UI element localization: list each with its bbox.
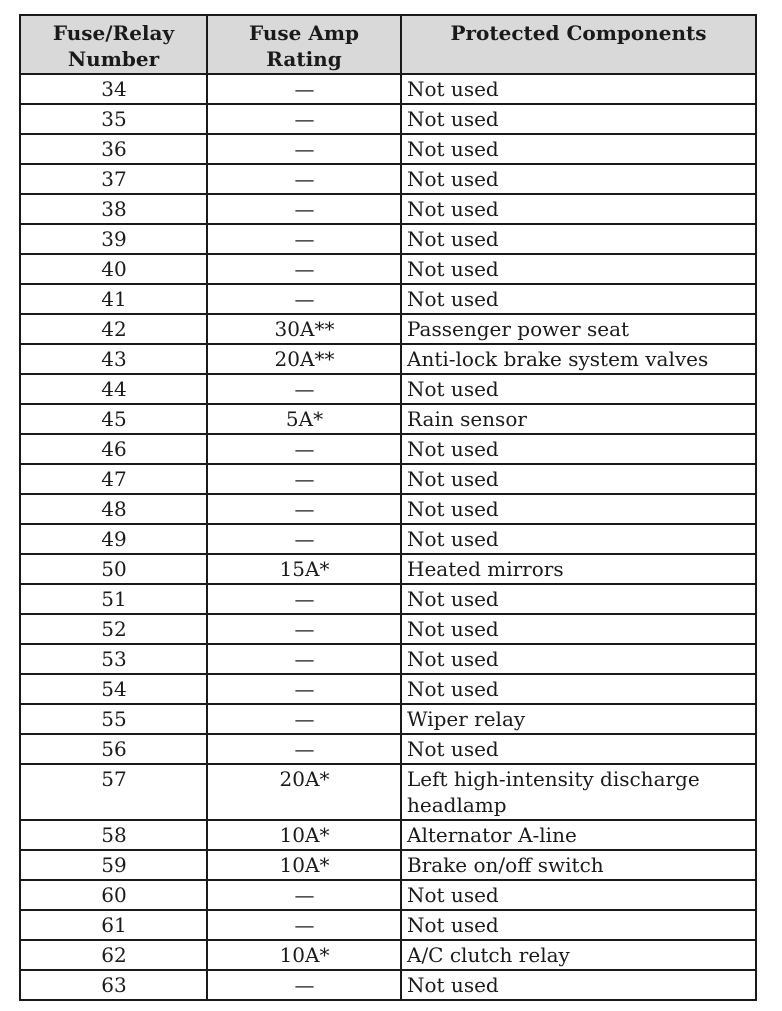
protected-component-cell: Not used [401, 374, 756, 404]
fuse-number-cell: 58 [20, 820, 207, 850]
protected-component-cell: Not used [401, 584, 756, 614]
fuse-number-cell: 55 [20, 704, 207, 734]
fuse-number-cell: 62 [20, 940, 207, 970]
amp-rating-cell: — [207, 644, 401, 674]
fuse-number-cell: 56 [20, 734, 207, 764]
amp-rating-cell: — [207, 134, 401, 164]
protected-component-cell: Heated mirrors [401, 554, 756, 584]
header-fuse-relay-number [20, 15, 207, 74]
fuse-number-cell: 49 [20, 524, 207, 554]
protected-component-cell: Not used [401, 134, 756, 164]
table-row [20, 404, 756, 434]
protected-component-cell: Anti-lock brake system valves [401, 344, 756, 374]
fuse-number-cell: 45 [20, 404, 207, 434]
table-row [20, 374, 756, 404]
table-row [20, 254, 756, 284]
amp-rating-cell: — [207, 970, 401, 1000]
protected-component-cell: A/C clutch relay [401, 940, 756, 970]
amp-rating-cell: — [207, 734, 401, 764]
protected-component-cell: Not used [401, 104, 756, 134]
table-row [20, 104, 756, 134]
fuse-number-cell: 53 [20, 644, 207, 674]
table-body [20, 74, 756, 1000]
table-row [20, 820, 756, 850]
fuse-number-cell: 34 [20, 74, 207, 104]
fuse-table [19, 14, 757, 1001]
table-row [20, 554, 756, 584]
amp-rating-cell: — [207, 464, 401, 494]
amp-rating-cell: — [207, 284, 401, 314]
fuse-number-cell: 61 [20, 910, 207, 940]
amp-rating-cell: — [207, 194, 401, 224]
fuse-number-cell: 51 [20, 584, 207, 614]
protected-component-cell: Not used [401, 614, 756, 644]
protected-component-cell: Wiper relay [401, 704, 756, 734]
fuse-number-cell: 43 [20, 344, 207, 374]
protected-component-cell: Not used [401, 164, 756, 194]
fuse-number-cell: 59 [20, 850, 207, 880]
fuse-number-cell: 35 [20, 104, 207, 134]
fuse-number-cell: 57 [20, 764, 207, 820]
fuse-number-cell: 63 [20, 970, 207, 1000]
header-fuse-relay-line1: Fuse/Relay [52, 21, 175, 45]
table-row [20, 614, 756, 644]
amp-rating-cell: — [207, 674, 401, 704]
protected-component-cell: Rain sensor [401, 404, 756, 434]
table-row [20, 524, 756, 554]
table-row [20, 74, 756, 104]
amp-rating-cell: 10A* [207, 820, 401, 850]
fuse-number-cell: 44 [20, 374, 207, 404]
fuse-number-cell: 50 [20, 554, 207, 584]
table-row [20, 464, 756, 494]
header-row [20, 15, 756, 74]
protected-component-cell: Not used [401, 74, 756, 104]
table-row [20, 704, 756, 734]
amp-rating-cell: — [207, 584, 401, 614]
fuse-number-cell: 39 [20, 224, 207, 254]
protected-component-cell: Not used [401, 674, 756, 704]
fuse-number-cell: 38 [20, 194, 207, 224]
protected-component-cell: Passenger power seat [401, 314, 756, 344]
amp-rating-cell: — [207, 704, 401, 734]
fuse-number-cell: 48 [20, 494, 207, 524]
protected-component-cell: Not used [401, 910, 756, 940]
table-row [20, 494, 756, 524]
header-fuse-amp-line1: Fuse Amp [249, 21, 359, 45]
fuse-number-cell: 54 [20, 674, 207, 704]
table-header [20, 15, 756, 74]
header-fuse-amp-line2: Rating [266, 47, 342, 71]
amp-rating-cell: 20A** [207, 344, 401, 374]
protected-component-cell: Not used [401, 194, 756, 224]
table-row [20, 164, 756, 194]
table-row [20, 314, 756, 344]
fuse-number-cell: 36 [20, 134, 207, 164]
protected-component-cell: Not used [401, 224, 756, 254]
header-fuse-amp-rating [207, 15, 401, 74]
header-fuse-relay-line2: Number [67, 47, 160, 71]
table-row [20, 584, 756, 614]
table-row [20, 134, 756, 164]
amp-rating-cell: — [207, 910, 401, 940]
amp-rating-cell: — [207, 374, 401, 404]
fuse-number-cell: 52 [20, 614, 207, 644]
table-row [20, 910, 756, 940]
protected-component-cell: Not used [401, 284, 756, 314]
protected-component-cell: Left high-intensity discharge headlamp [401, 764, 756, 820]
table-row [20, 224, 756, 254]
amp-rating-cell: — [207, 224, 401, 254]
protected-component-cell: Brake on/off switch [401, 850, 756, 880]
amp-rating-cell: — [207, 614, 401, 644]
table-row [20, 674, 756, 704]
amp-rating-cell: 20A* [207, 764, 401, 820]
table-row [20, 194, 756, 224]
amp-rating-cell: — [207, 104, 401, 134]
protected-component-cell: Not used [401, 524, 756, 554]
fuse-number-cell: 47 [20, 464, 207, 494]
protected-component-cell: Alternator A-line [401, 820, 756, 850]
fuse-number-cell: 40 [20, 254, 207, 284]
fuse-number-cell: 42 [20, 314, 207, 344]
amp-rating-cell: 10A* [207, 850, 401, 880]
protected-component-cell: Not used [401, 434, 756, 464]
table-row [20, 284, 756, 314]
protected-component-cell: Not used [401, 254, 756, 284]
protected-component-cell: Not used [401, 494, 756, 524]
table-row [20, 940, 756, 970]
protected-component-cell: Not used [401, 464, 756, 494]
amp-rating-cell: — [207, 164, 401, 194]
amp-rating-cell: — [207, 74, 401, 104]
table-row [20, 764, 756, 820]
protected-component-cell: Not used [401, 644, 756, 674]
header-protected-components: Protected Components [401, 15, 756, 74]
fuse-number-cell: 60 [20, 880, 207, 910]
amp-rating-cell: 5A* [207, 404, 401, 434]
table-row [20, 850, 756, 880]
fuse-number-cell: 41 [20, 284, 207, 314]
fuse-number-cell: 46 [20, 434, 207, 464]
amp-rating-cell: — [207, 434, 401, 464]
table-row [20, 344, 756, 374]
table-row [20, 970, 756, 1000]
table-row [20, 880, 756, 910]
table-row [20, 434, 756, 464]
amp-rating-cell: — [207, 524, 401, 554]
protected-component-cell: Not used [401, 970, 756, 1000]
amp-rating-cell: — [207, 494, 401, 524]
amp-rating-cell: 10A* [207, 940, 401, 970]
amp-rating-cell: 30A** [207, 314, 401, 344]
protected-component-cell: Not used [401, 880, 756, 910]
protected-component-cell: Not used [401, 734, 756, 764]
table-row [20, 644, 756, 674]
amp-rating-cell: — [207, 254, 401, 284]
amp-rating-cell: 15A* [207, 554, 401, 584]
table-row [20, 734, 756, 764]
fuse-number-cell: 37 [20, 164, 207, 194]
amp-rating-cell: — [207, 880, 401, 910]
